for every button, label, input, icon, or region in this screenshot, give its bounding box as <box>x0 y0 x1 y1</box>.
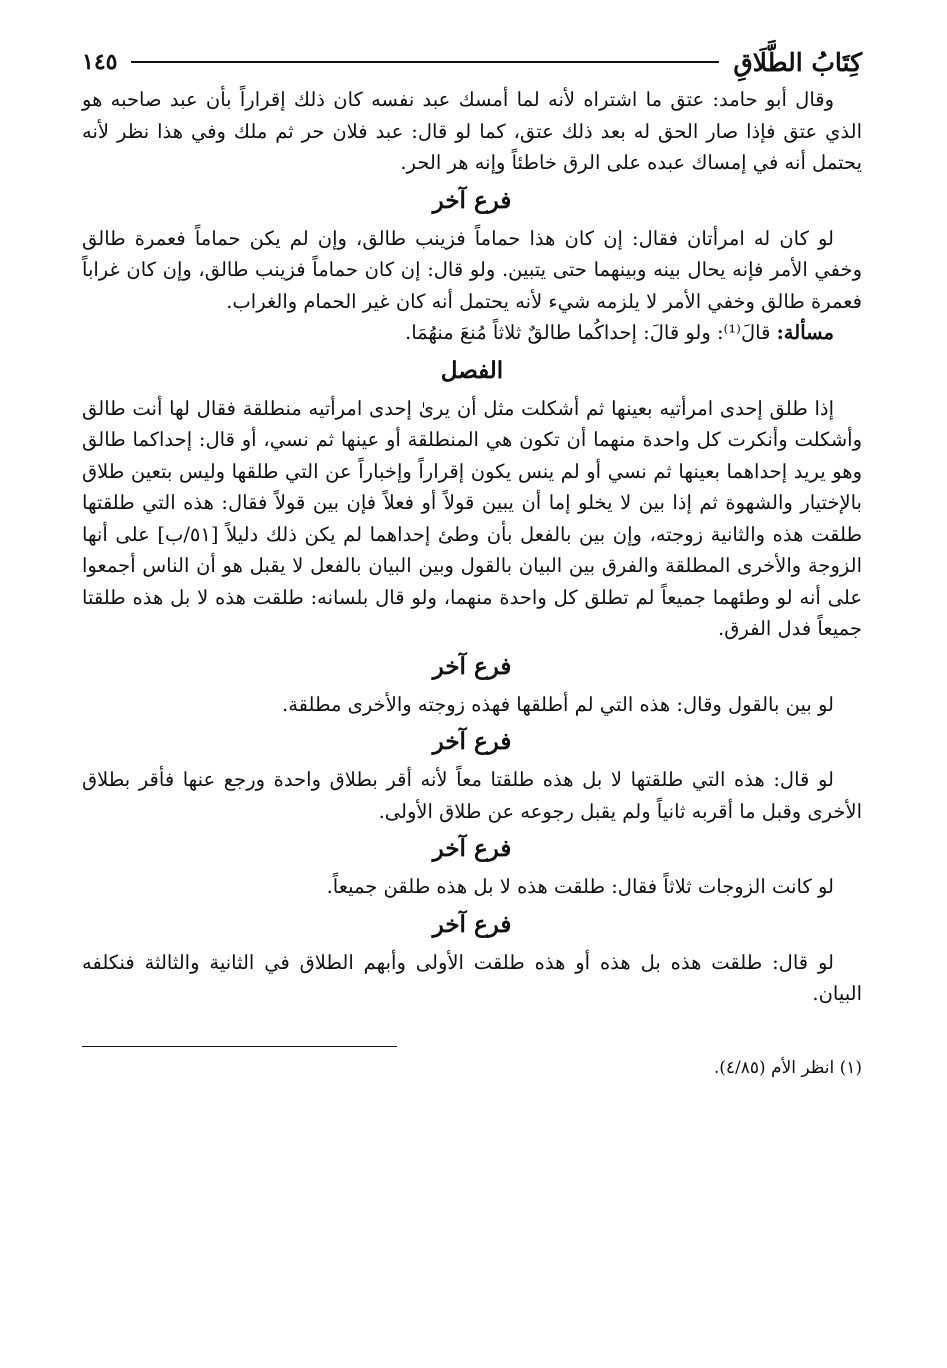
paragraph-3: إذا طلق إحدى امرأتيه بعينها ثم أشكلت مثل أن يرىٰ إحدى امرأتيه منطلقة فقال لها أنت طالق وأشكلت وأنكرت كل واحدة منهما أن تكون هي المنطلقة أو عينها ثم نسي، أو قال: إحداكما طالق وهو يريد إحداهما بعينها ثم نسي أو لم ينس يكون إقراراً وإخباراً عن التي طلقها وليس بتعين طلاق بالإختيار والشهوة ثم إذا بين لا يخلو إما أن يبين قولاً أو فعلاً فإن بين قولاً فقال: هذه التي طلقتها طلقت هذه والثانية زوجته، وإن بين بالفعل بأن وطئ إحداهما لم يكن ذلك دليلاً [٥١/ب] على أنها الزوجة والأخرى المطلقة والفرق بين البيان بالقول وبين البيان بالفعل لا يقبل هو أن الناس أجمعوا على أنه لو وطئهما جميعاً لم تطلق كل واحدة منهما، ولو قال بلسانه: طلقت هذه لا بل هذه طلقتا جميعاً فدل الفرق. <box>82 396 862 640</box>
page-header <box>82 40 862 84</box>
masala-label: مسألة: <box>776 321 834 344</box>
running-title: كِتَابُ الطَّلَاقِ <box>733 47 862 77</box>
masala-line <box>82 317 862 349</box>
paragraph-4: لو بين بالقول وقال: هذه التي لم أطلقها فهذه زوجته والأخرى مطلقة. <box>282 692 834 716</box>
masala-text: قالَ⁽¹⁾: ولو قالَ: إحداكُما طالقٌ ثلاثاً مُنعَ منهُمَا. <box>405 321 771 344</box>
book-page <box>82 40 862 1083</box>
paragraph-5: لو قال: هذه التي طلقتها لا بل هذه طلقتا معاً لأنه أقر بطلاق واحدة ورجع عنها فأقر بطلاق الأخرى وقبل ما أقربه ثانياً ولم يقبل رجوعه عن طلاق الأولى. <box>82 768 862 823</box>
paragraph-2: لو كان له امرأتان فقال: إن كان هذا حماماً فزينب طالق، وإن لم يكن حماماً فعمرة طالق وخفي الأمر فإنه يحال بينه وبينهما حتى يتبين. ولو قال: إن كان حماماً فزينب طالق، وإن كان غراباً فعمرة طالق وخفي الأمر لا يلزمه شيء لأنه يحتمل أنه كان غير الحمام والغراب. <box>82 226 862 313</box>
paragraph-6: لو كانت الزوجات ثلاثاً فقال: طلقت هذه لا بل هذه طلقن جميعاً. <box>326 875 834 898</box>
section-heading-1: فرع آخر <box>432 186 512 214</box>
section-heading-3: فرع آخر <box>432 728 512 755</box>
paragraph-1: وقال أبو حامد: عتق ما اشتراه لأنه لما أمسك عبد نفسه كان ذلك إقراراً بأن عبد صاحبه هو الذي عتق فإذا صار الحق له بعد ذلك عتق، كما لو قال: عبد فلان حر ثم ملك وفي هذا نظر لأنه يحتمل أنه في إمساك عبده على الرق خاطئاً وإنه هر الحر. <box>82 88 862 174</box>
footnote: (١) انظر الأم (٤/٨٥). <box>713 1057 862 1078</box>
section-heading-2: فرع آخر <box>432 652 512 680</box>
header-rule <box>131 61 719 63</box>
footnote-rule <box>82 1046 397 1047</box>
paragraph-7: لو قال: طلقت هذه بل هذه أو هذه طلقت الأولى وأبهم الطلاق في الثانية والثالثة فنكلفه البيان. <box>82 950 862 1005</box>
section-heading-5: فرع آخر <box>432 910 512 938</box>
fasl-heading: الفصل <box>440 356 504 384</box>
page-number: ١٤٥ <box>82 49 118 75</box>
section-heading-4: فرع آخر <box>432 835 512 862</box>
